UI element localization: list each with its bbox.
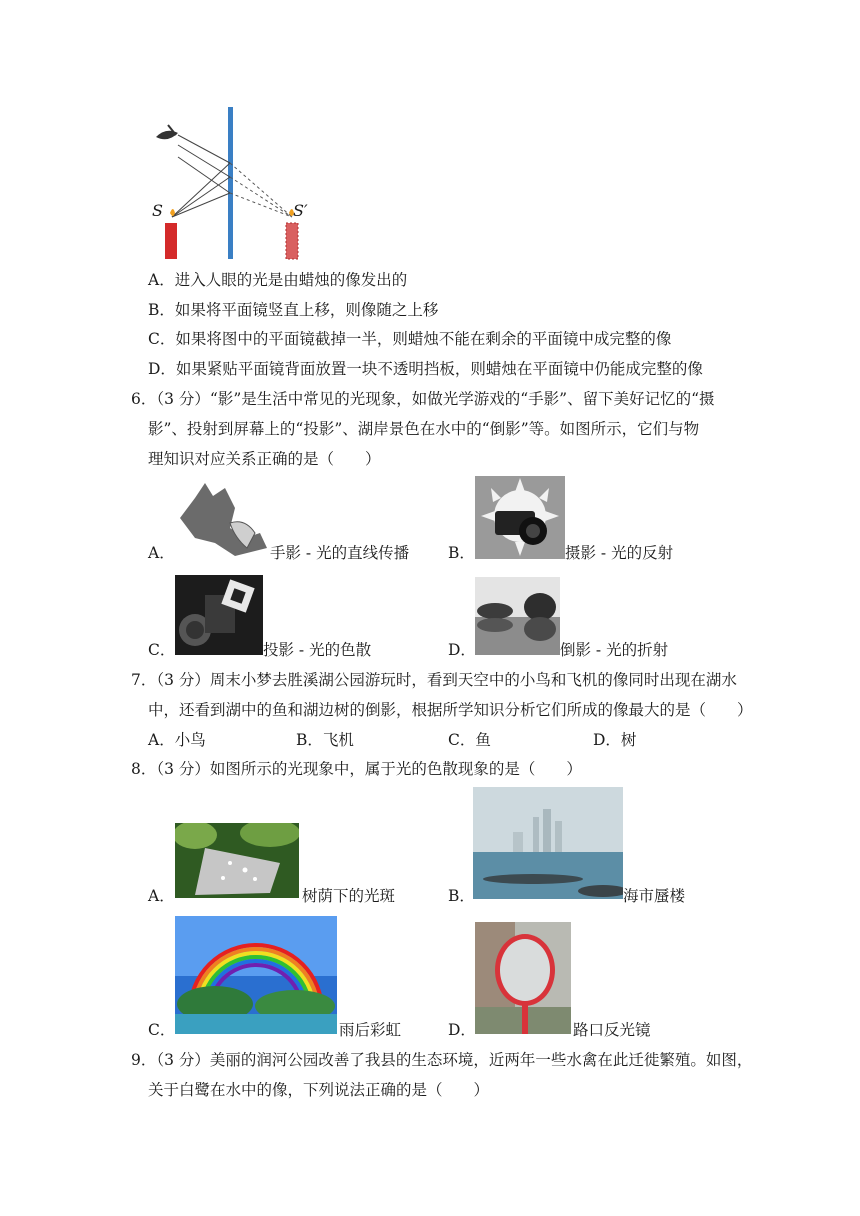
q8-option-c-caption: 雨后彩虹	[339, 1021, 402, 1039]
q7-option-d: D．树	[593, 731, 637, 749]
convex-mirror-image	[475, 922, 571, 1034]
q7-line-1: 7．（3 分）周末小梦去胜溪湖公园游玩时，看到天空中的小鸟和飞机的像同时出现在湖水	[131, 671, 737, 689]
reflection-lake-image	[475, 577, 560, 655]
shadow-puppet-image	[175, 478, 270, 558]
leaf-light-spots-image	[175, 823, 299, 898]
q8-option-a-letter: A．	[148, 887, 175, 905]
q8-option-d-caption: 路口反光镜	[573, 1021, 651, 1039]
q8-option-b-letter: B．	[448, 887, 475, 905]
mirror-candle-figure	[148, 105, 318, 260]
q8-option-b-caption: 海市蜃楼	[623, 887, 686, 905]
q5-option-a: A．进入人眼的光是由蜡烛的像发出的	[148, 271, 408, 289]
q6-option-d-caption: 倒影 - 光的折射	[560, 641, 669, 659]
q6-option-b-letter: B．	[448, 544, 475, 562]
q5-option-d: D．如果紧贴平面镜背面放置一块不透明挡板，则蜡烛在平面镜中仍能成完整的像	[148, 360, 703, 378]
q5-option-c: C．如果将图中的平面镜截掉一半，则蜡烛不能在剩余的平面镜中成完整的像	[148, 330, 672, 348]
projector-image	[175, 575, 263, 655]
q8-option-a-caption: 树荫下的光斑	[302, 887, 396, 905]
q6-line-2: 影”、投射到屏幕上的“投影”、湖岸景色在水中的“倒影”等。如图所示，它们与物	[148, 420, 700, 438]
q7-option-b: B．飞机	[296, 731, 354, 749]
q7-option-a: A．小鸟	[148, 731, 206, 749]
q7-option-c: C．鱼	[448, 731, 491, 749]
q6-line-1: 6．（3 分）“影”是生活中常见的光现象，如做光学游戏的“手影”、留下美好记忆的“摄	[131, 390, 715, 408]
q6-option-a-letter: A．	[148, 544, 175, 562]
q9-line-1: 9．（3 分）美丽的润河公园改善了我县的生态环境，近两年一些水禽在此迁徙繁殖。如图，	[131, 1051, 753, 1069]
q6-option-b-caption: 摄影 - 光的反射	[565, 544, 674, 562]
rainbow-image	[175, 916, 337, 1034]
q7-line-2: 中，还看到湖中的鱼和湖边树的倒影，根据所学知识分析它们所成的像最大的是（ ）	[148, 701, 753, 719]
q6-option-a-caption: 手影 - 光的直线传播	[270, 544, 410, 562]
q6-option-c-caption: 投影 - 光的色散	[263, 641, 372, 659]
label-s-prime: S′	[293, 201, 308, 220]
mirage-image	[473, 787, 623, 899]
q8-line-1: 8．（3 分）如图所示的光现象中，属于光的色散现象的是（ ）	[131, 760, 582, 778]
q8-option-d-letter: D．	[448, 1021, 476, 1039]
sun-camera-image	[475, 476, 565, 559]
q6-option-d-letter: D．	[448, 641, 476, 659]
q6-option-c-letter: C．	[148, 641, 176, 659]
q6-line-3: 理知识对应关系正确的是（ ）	[148, 450, 381, 468]
q9-line-2: 关于白鹭在水中的像，下列说法正确的是（ ）	[148, 1081, 490, 1099]
q8-option-c-letter: C．	[148, 1021, 176, 1039]
label-s: S	[152, 201, 163, 220]
q5-option-b: B．如果将平面镜竖直上移，则像随之上移	[148, 301, 439, 319]
